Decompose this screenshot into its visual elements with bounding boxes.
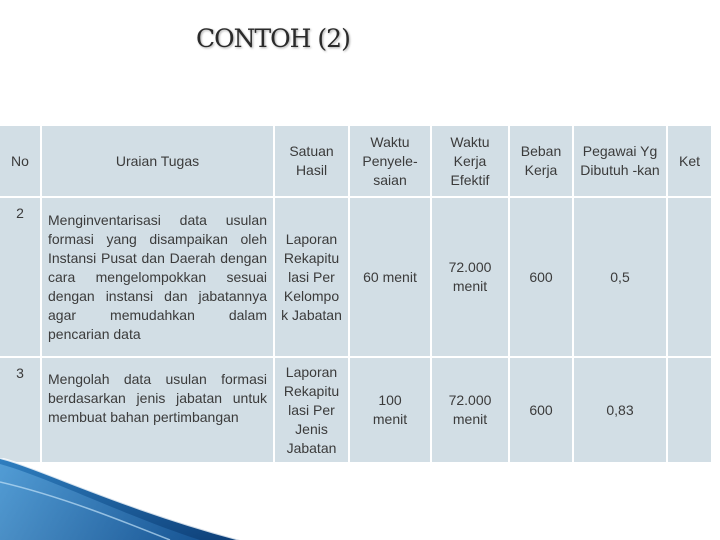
data-table: [0, 126, 711, 462]
row-2-pegawai: 0,83: [574, 358, 666, 462]
header-beban: Beban Kerja: [510, 126, 572, 196]
header-uraian: Uraian Tugas: [42, 126, 273, 196]
row-1-waktu-kerja: 72.000 menit: [432, 198, 508, 356]
row-2-ket: [668, 358, 711, 462]
row-2-no: 3: [0, 358, 40, 462]
row-1-ket: [668, 198, 711, 356]
header-pegawai: Pegawai Yg Dibutuh -kan: [574, 126, 666, 196]
row-2-waktu-kerja: 72.000 menit: [432, 358, 508, 462]
row-1-waktu-penyelesaian: 60 menit: [350, 198, 430, 356]
decorative-wave-graphic: [0, 458, 240, 540]
row-2-waktu-penyelesaian: 100 menit: [350, 358, 430, 462]
row-1-pegawai: 0,5: [574, 198, 666, 356]
header-ket: Ket: [668, 126, 711, 196]
row-2-beban: 600: [510, 358, 572, 462]
row-1-no: 2: [0, 198, 40, 356]
header-satuan: Satuan Hasil: [275, 126, 348, 196]
header-waktu-kerja: Waktu Kerja Efektif: [432, 126, 508, 196]
row-2-satuan: Laporan Rekapitu lasi Per Jenis Jabatan: [275, 358, 348, 462]
header-waktu-penyelesaian: Waktu Penyele-saian: [350, 126, 430, 196]
slide-title: CONTOH (2): [196, 24, 350, 53]
row-1-beban: 600: [510, 198, 572, 356]
header-no: No: [0, 126, 40, 196]
row-1-satuan: Laporan Rekapitu lasi Per Kelompo k Jabatan: [275, 198, 348, 356]
row-2-uraian: Mengolah data usulan formasi berdasarkan jenis jabatan untuk membuat bahan pertimbangan: [42, 358, 273, 462]
row-1-uraian: Menginventarisasi data usulan formasi yang disampaikan oleh Instansi Pusat dan Daerah dengan cara mengelompokkan sesuai dengan instansi dan jabatannya agar memudahkan dalam pencarian data: [42, 198, 273, 356]
